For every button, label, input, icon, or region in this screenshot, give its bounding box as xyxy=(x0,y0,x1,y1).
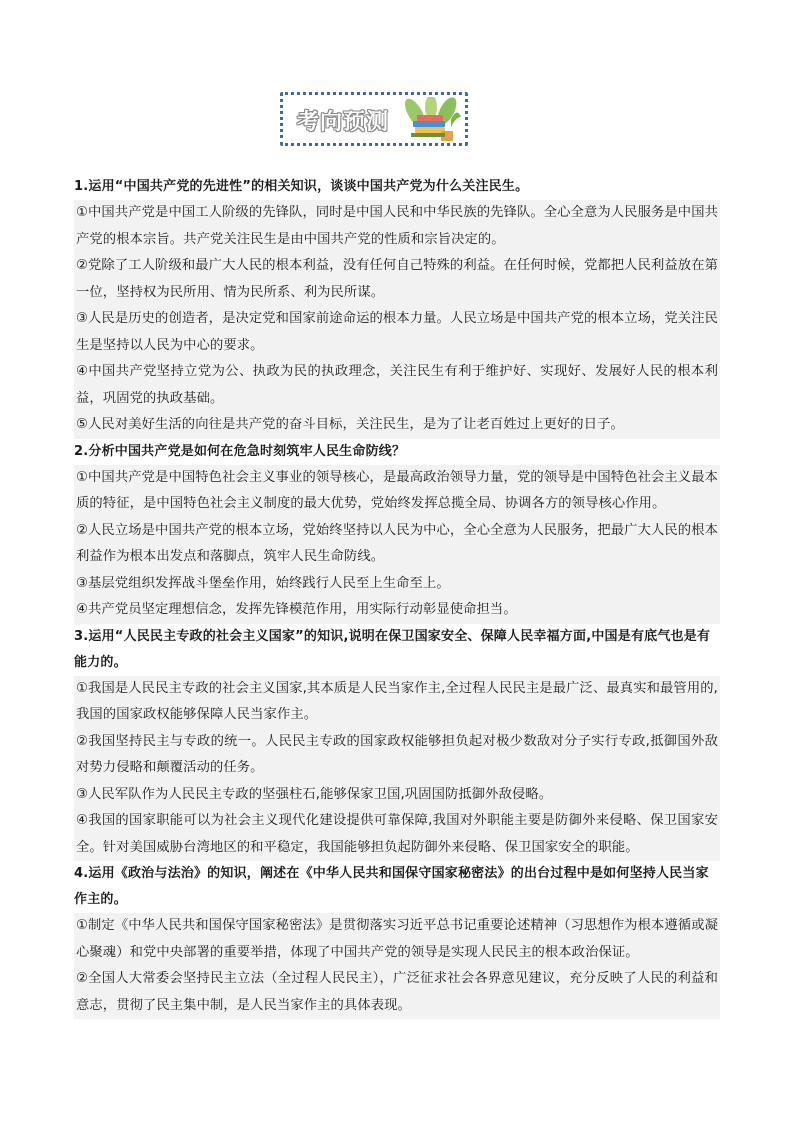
answer-item: ①中国共产党是中国特色社会主义事业的领导核心，是最高政治领导力量，党的领导是中国特色社会主义最本质的特征，是中国特色社会主义制度的最大优势，党始终发挥总揽全局、协调各方的领导核心作用。 xyxy=(76,469,718,511)
answer-item: ②人民立场是中国共产党的根本立场，党始终坚持以人民为中心，全心全意为人民服务，把最广大人民的根本利益作为根本出发点和落脚点，筑牢人民生命防线。 xyxy=(76,522,718,564)
question-title: 4.运用《政治与法治》的知识，阐述在《中华人民共和国保守国家秘密法》的出台过程中是如何坚持人民当家作主的。 xyxy=(74,866,709,907)
answer-item: ⑤人民对美好生活的向往是共产党的奋斗目标，关注民生，是为了让老百姓过上更好的日子。 xyxy=(76,417,624,432)
answer-item: ④我国的国家职能可以为社会主义现代化建设提供可靠保障,我国对外职能主要是防御外来侵略、保卫国家安全。针对美国威胁台湾地区的和平稳定，我国能够担负起防御外来侵略、保卫国家安全的职能。 xyxy=(76,813,718,855)
question-1 xyxy=(74,174,720,439)
answer-item: ①制定《中华人民共和国保守国家秘密法》是贯彻落实习近平总书记重要论述精神（习思想作为根本遵循或凝心聚魂）和党中央部署的重要举措，体现了中国共产党的领导是实现人民民主的根本政治保证。 xyxy=(76,918,718,960)
answer-item: ②党除了工人阶级和最广大人民的根本利益，没有任何自己特殊的利益。在任何时候，党都把人民利益放在第一位，坚持权为民所用、情为民所系、利为民所谋。 xyxy=(76,258,718,300)
question-title: 3.运用“人民民主专政的社会主义国家”的知识,说明在保卫国家安全、保障人民幸福方面,中国是有底气也是有能力的。 xyxy=(74,628,711,670)
answer-block xyxy=(74,465,720,624)
question-2 xyxy=(74,439,720,624)
banner-title: 考向预测 xyxy=(297,110,390,135)
question-title: 2.分析中国共产党是如何在危急时刻筑牢人民生命防线？ xyxy=(74,443,406,459)
answer-block xyxy=(74,200,720,439)
answer-block xyxy=(74,676,720,862)
section-banner xyxy=(280,92,468,146)
answer-item: ③人民军队作为人民民主专政的坚强柱石,能够保家卫国,巩固国防抵御外敌侵略。 xyxy=(76,786,553,802)
answer-item: ③基层党组织发挥战斗堡垒作用，始终践行人民至上生命至上。 xyxy=(76,575,450,591)
answer-item: ①中国共产党是中国工人阶级的先锋队，同时是中国人民和中华民族的先锋队。全心全意为人民服务是中国共产党的根本宗旨。共产党关注民生是由中国共产党的性质和宗旨决定的。 xyxy=(76,205,718,247)
answer-item: ④共产党员坚定理想信念，发挥先锋模范作用，用实际行动彰显使命担当。 xyxy=(76,602,517,617)
answer-item: ①我国是人民民主专政的社会主义国家,其本质是人民当家作主,全过程人民民主是最广泛、最真实和最管用的,我国的国家政权能够保障人民当家作主。 xyxy=(76,680,718,722)
books-plant-icon xyxy=(401,97,463,143)
answer-block xyxy=(74,913,720,1019)
question-title: 1.运用“中国共产党的先进性”的相关知识，谈谈中国共产党为什么关注民生。 xyxy=(74,179,529,194)
answer-item: ②全国人大常委会坚持民主立法（全过程人民民主），广泛征求社会各界意见建议，充分反映了人民的利益和意志，贯彻了民主集中制，是人民当家作主的具体表现。 xyxy=(76,971,718,1013)
question-4 xyxy=(74,861,720,1019)
answer-item: ④中国共产党坚持立党为公、执政为民的执政理念，关注民生有利于维护好、实现好、发展好人民的根本利益，巩固党的执政基础。 xyxy=(76,364,718,406)
question-list xyxy=(74,174,720,1019)
answer-item: ②我国坚持民主与专政的统一。人民民主专政的国家政权能够担负起对极少数敌对分子实行专政,抵御国外敌对势力侵略和颠覆活动的任务。 xyxy=(76,733,718,775)
question-3 xyxy=(74,624,720,862)
answer-item: ③人民是历史的创造者，是决定党和国家前途命运的根本力量。人民立场是中国共产党的根本立场，党关注民生是坚持以人民为中心的要求。 xyxy=(76,311,718,353)
